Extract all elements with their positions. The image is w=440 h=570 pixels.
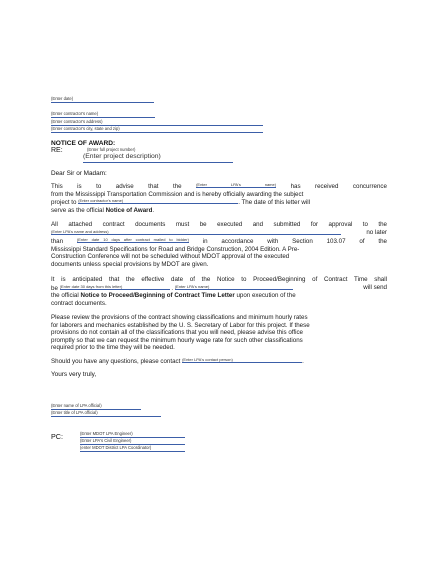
pc-label: PC: <box>51 432 63 441</box>
notice-heading: NOTICE OF AWARD: <box>51 140 116 147</box>
para4-line2: for laborers and mechanics established by the U. S. Secretary of Labor for this project. If these <box>51 321 310 329</box>
para4-line1: Please review the provisions of the contract showing classifications and minimum hourly rates <box>51 314 308 321</box>
para4-line3: provisions do not contain all of the classifications that you will need, please advise this office <box>51 329 303 337</box>
paragraph-award <box>51 182 387 214</box>
official-name-field[interactable]: (Enter name of LPA official) <box>51 403 141 410</box>
paragraph-wage-rates <box>51 314 387 352</box>
para2-line6: documents unless special provisions by MDOT are given. <box>51 260 209 268</box>
para1-text1: This is to advise that the <box>51 183 182 190</box>
mdot-engineer-field[interactable]: (Enter MDOT LPA Engineer) <box>80 431 185 438</box>
effective-date-field[interactable]: (Enter date 30 days from this letter) <box>60 284 170 290</box>
para1-text3: project to <box>51 199 77 207</box>
salutation: Dear Sir or Madam: <box>51 170 107 177</box>
closing: Yours very truly, <box>51 371 97 378</box>
para2-line3 <box>51 237 387 246</box>
para5-text1: Should you have any questions, please contact <box>51 358 181 365</box>
para1-line4 <box>51 207 387 215</box>
paragraph-notice-to-proceed <box>51 276 387 307</box>
para1-text2: has received concurrence <box>290 183 387 190</box>
para2-text2: no later <box>366 228 387 236</box>
contractor-name-field[interactable]: (Enter contractor's name) <box>51 111 155 118</box>
date-field[interactable]: (Enter date) <box>51 96 154 103</box>
para3-line2 <box>51 284 387 293</box>
contractor-city-field[interactable]: (Enter contractor's city, state and zip) <box>51 126 263 133</box>
para1-text4: . The date of this letter will <box>238 199 310 207</box>
district-coordinator-field[interactable]: (enter MDOT District LPA Coordinator) <box>80 445 185 452</box>
notice-to-proceed-bold: Notice to Proceed/Beginning of Contract Time Letter <box>80 292 235 300</box>
paragraph-contact <box>51 357 387 366</box>
para5-text2: . <box>302 358 304 365</box>
para3-text6: upon execution of the <box>236 292 296 300</box>
para1-line3 <box>51 198 387 207</box>
contractor-address-field[interactable]: (Enter contractor's address) <box>51 119 263 126</box>
para1-text5: serve as the official <box>51 206 104 214</box>
notice-of-award-bold: Notice of Award <box>105 206 153 214</box>
sending-lpa-field[interactable]: (Enter LPA's name) <box>175 284 293 290</box>
para2-line5: Construction Conference will not be scheduled without MDOT approval of the executed <box>51 253 290 261</box>
para1-line2: from the Mississippi Transportation Commission and is hereby officially awarding the subject <box>51 190 304 198</box>
project-description-field[interactable]: (Enter project description) <box>83 153 233 163</box>
para4-line5: required prior to the time they will be needed. <box>51 344 175 352</box>
para1-text6: . <box>152 206 155 214</box>
para3-text3: . <box>171 284 174 292</box>
para4-line4: promptly so that we can request the minimum hourly wage rate for such other classifications <box>51 336 303 344</box>
para1-line1 <box>51 182 387 191</box>
contact-person-field[interactable]: (Enter LPA's contact person) <box>182 357 302 363</box>
para3-text4: will send <box>363 283 387 291</box>
paragraph-documents <box>51 221 387 269</box>
re-label: RE: <box>51 147 63 154</box>
deadline-date-field[interactable]: (Enter date 10 days after contract mailed to bidder) <box>76 237 189 243</box>
lpa-name-address-field[interactable]: (Enter LPA's name and address) <box>51 229 341 235</box>
para2-text4: in accordance with Section 103.07 of the <box>202 238 387 246</box>
para3-text2: be <box>51 284 58 292</box>
lpa-name-field[interactable]: (Enter LPA's name) <box>196 182 277 187</box>
project-number-field[interactable]: (Enter full project number) <box>87 147 136 152</box>
para3-line3 <box>51 292 387 300</box>
para5-line1 <box>51 357 387 366</box>
awarded-contractor-field[interactable]: (Enter contractor's name) <box>78 198 238 204</box>
para3-line4: contract documents. <box>51 299 107 307</box>
para2-line2 <box>51 229 387 238</box>
lpa-civil-engineer-field[interactable]: (Enter LPA's Civil Engineer) <box>80 438 185 445</box>
official-title-field[interactable]: (Enter title of LPA official) <box>51 410 161 417</box>
para2-line4: Mississippi Standard Specifications for Road and Bridge Construction, 2004 Edition. A Pre- <box>51 245 300 253</box>
para2-line1: All attached contract documents must be executed and submitted for approval to the <box>51 221 387 228</box>
para2-text3: than <box>51 238 64 246</box>
para3-text5: the official <box>51 292 79 300</box>
para3-line1: It is anticipated that the effective date of the Notice to Proceed/Beginning of Contract Time shall <box>51 276 387 283</box>
